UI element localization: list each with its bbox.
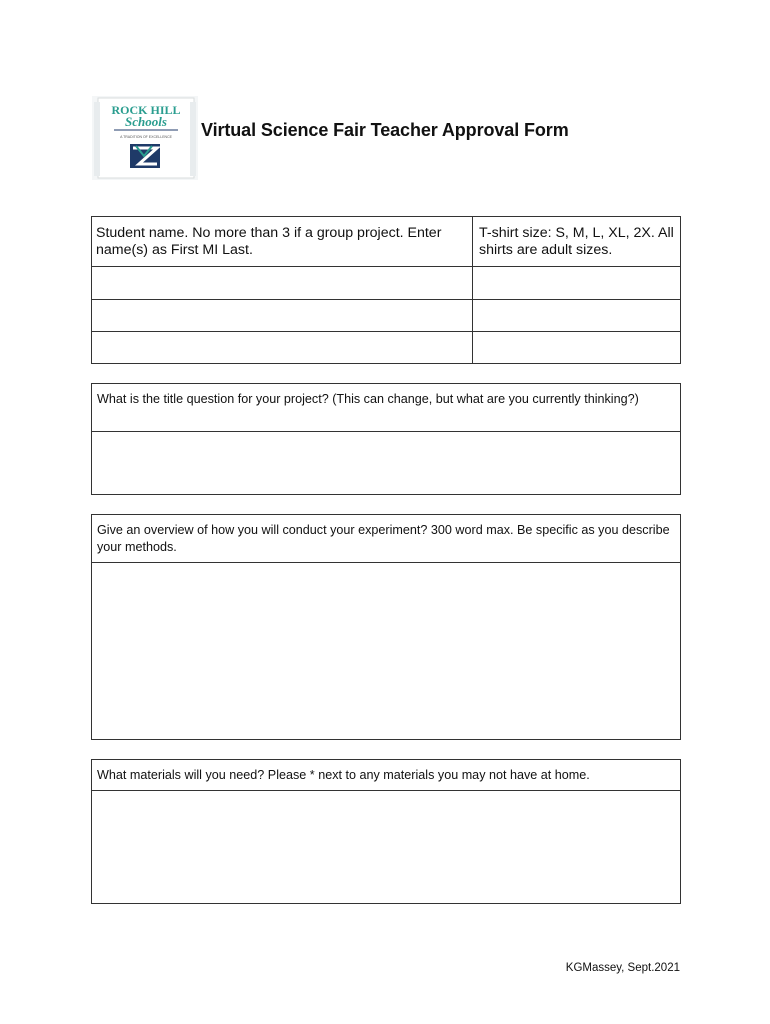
title-question-prompt: What is the title question for your project? (This can change, but what are you currently thinking?) [97, 392, 639, 406]
section-divider [91, 790, 681, 791]
footer-credit: KGMassey, Sept.2021 [565, 962, 680, 974]
section-divider [91, 562, 681, 563]
table-row-divider [91, 331, 681, 332]
student-name-input-2[interactable] [93, 301, 471, 330]
logo-line1: ROCK HILL [111, 103, 181, 117]
section-divider [91, 431, 681, 432]
title-question-input[interactable] [93, 433, 679, 493]
student-name-header: Student name. No more than 3 if a group project. Enter name(s) as First MI Last. [96, 225, 442, 258]
tshirt-size-input-1[interactable] [474, 268, 679, 298]
table-row-divider [91, 299, 681, 300]
tshirt-size-header: T-shirt size: S, M, L, XL, 2X. All shirts are adult sizes. [479, 225, 674, 258]
overview-prompt: Give an overview of how you will conduct your experiment? 300 word max. Be specific as you describe your methods. [97, 523, 670, 554]
table-header-divider [91, 266, 681, 267]
student-name-input-3[interactable] [93, 333, 471, 363]
page-title: Virtual Science Fair Teacher Approval Form [201, 120, 569, 140]
table-divider [472, 216, 473, 364]
school-logo [92, 96, 198, 180]
student-name-input-1[interactable] [93, 268, 471, 298]
overview-input[interactable] [93, 564, 679, 738]
logo-graphic [92, 96, 198, 180]
materials-input[interactable] [93, 792, 679, 902]
logo-tagline: A TRADITION OF EXCELLENCE [120, 135, 172, 139]
materials-prompt: What materials will you need? Please * next to any materials you may not have at home. [97, 768, 590, 782]
tshirt-size-input-3[interactable] [474, 333, 679, 363]
tshirt-size-input-2[interactable] [474, 301, 679, 330]
logo-line2: Schools [125, 114, 167, 129]
